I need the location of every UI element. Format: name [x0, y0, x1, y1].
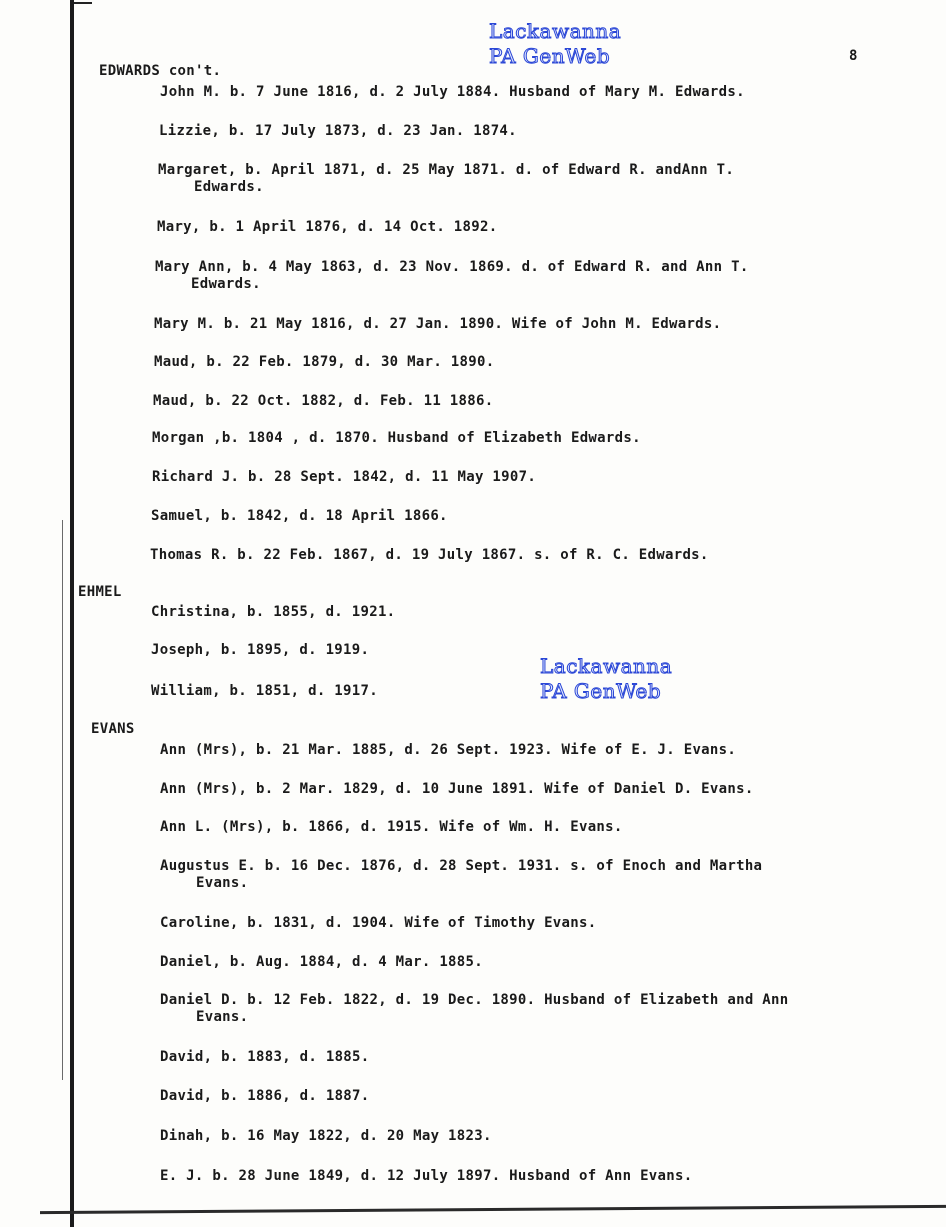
entry-line: Richard J. b. 28 Sept. 1842, d. 11 May 1907. — [152, 469, 537, 485]
list-item — [160, 84, 745, 101]
list-item — [150, 547, 709, 564]
list-item — [158, 162, 734, 196]
section-header-edwards: EDWARDS con't. — [99, 63, 222, 79]
entry-line-cont: Evans. — [196, 1009, 249, 1025]
list-item — [154, 354, 494, 371]
page-number: 8 — [849, 48, 858, 64]
entry-line: Daniel D. b. 12 Feb. 1822, d. 19 Dec. 1890. Husband of Elizabeth and Ann — [160, 992, 789, 1008]
entry-line: Ann (Mrs), b. 21 Mar. 1885, d. 26 Sept. 1923. Wife of E. J. Evans. — [160, 742, 737, 758]
list-item — [160, 954, 483, 971]
entry-line: Ann (Mrs), b. 2 Mar. 1829, d. 10 June 1891. Wife of Daniel D. Evans. — [160, 781, 754, 797]
watermark-line1: Lackawanna — [489, 19, 622, 43]
entry-line: Christina, b. 1855, d. 1921. — [151, 604, 396, 620]
margin-tick — [74, 2, 92, 4]
list-item — [160, 781, 754, 798]
section-header-evans: EVANS — [91, 721, 135, 737]
list-item — [160, 1128, 492, 1145]
list-item — [155, 259, 749, 293]
entry-line: Lizzie, b. 17 July 1873, d. 23 Jan. 1874. — [159, 123, 517, 139]
watermark-line2: PA GenWeb — [489, 44, 611, 68]
entry-line-cont: Edwards. — [191, 276, 261, 292]
watermark-top — [489, 19, 621, 69]
list-item — [160, 1168, 692, 1185]
watermark-line2: PA GenWeb — [540, 679, 662, 703]
entry-line: Morgan ,b. 1804 , d. 1870. Husband of Elizabeth Edwards. — [152, 430, 641, 446]
entry-line: Mary, b. 1 April 1876, d. 14 Oct. 1892. — [157, 219, 498, 235]
entry-line: Augustus E. b. 16 Dec. 1876, d. 28 Sept. 1931. s. of Enoch and Martha — [160, 858, 763, 874]
list-item — [151, 508, 448, 525]
entry-line: Thomas R. b. 22 Feb. 1867, d. 19 July 1867. s. of R. C. Edwards. — [150, 547, 709, 563]
list-item — [152, 469, 536, 486]
entry-line: John M. b. 7 June 1816, d. 2 July 1884. Husband of Mary M. Edwards. — [160, 84, 745, 100]
watermark-middle — [540, 654, 672, 704]
list-item — [157, 219, 497, 236]
list-item — [152, 430, 641, 447]
list-item — [160, 1049, 370, 1066]
list-item — [154, 316, 721, 333]
entry-line: Daniel, b. Aug. 1884, d. 4 Mar. 1885. — [160, 954, 483, 970]
entry-line: Maud, b. 22 Oct. 1882, d. Feb. 11 1886. — [153, 393, 494, 409]
entry-line: Dinah, b. 16 May 1822, d. 20 May 1823. — [160, 1128, 492, 1144]
entry-line: David, b. 1883, d. 1885. — [160, 1049, 370, 1065]
binder-margin-line — [70, 0, 74, 1227]
section-header-ehmel: EHMEL — [78, 584, 122, 600]
watermark-line1: Lackawanna — [540, 654, 673, 678]
entry-line: David, b. 1886, d. 1887. — [160, 1088, 370, 1104]
entry-line: Samuel, b. 1842, d. 18 April 1866. — [151, 508, 448, 524]
entry-line: Caroline, b. 1831, d. 1904. Wife of Timothy Evans. — [160, 915, 597, 931]
entry-line: Mary Ann, b. 4 May 1863, d. 23 Nov. 1869. d. of Edward R. and Ann T. — [155, 259, 749, 275]
entry-line-cont: Evans. — [196, 875, 249, 891]
list-item — [160, 858, 762, 892]
entry-line: Margaret, b. April 1871, d. 25 May 1871. d. of Edward R. andAnn T. — [158, 162, 735, 178]
entry-line: E. J. b. 28 June 1849, d. 12 July 1897. Husband of Ann Evans. — [160, 1168, 693, 1184]
list-item — [159, 123, 517, 140]
entry-line: Joseph, b. 1895, d. 1919. — [151, 642, 370, 658]
entry-line: William, b. 1851, d. 1917. — [151, 683, 378, 699]
entry-line: Maud, b. 22 Feb. 1879, d. 30 Mar. 1890. — [154, 354, 495, 370]
list-item — [160, 992, 788, 1026]
page-bottom-edge — [40, 1205, 946, 1214]
list-item — [160, 819, 623, 836]
entry-line-cont: Edwards. — [194, 179, 264, 195]
list-item — [151, 683, 378, 700]
entry-line: Mary M. b. 21 May 1816, d. 27 Jan. 1890. Wife of John M. Edwards. — [154, 316, 722, 332]
list-item — [160, 1088, 370, 1105]
list-item — [151, 604, 395, 621]
list-item — [153, 393, 493, 410]
list-item — [151, 642, 369, 659]
list-item — [160, 915, 596, 932]
entry-line: Ann L. (Mrs), b. 1866, d. 1915. Wife of Wm. H. Evans. — [160, 819, 623, 835]
binder-margin-line-thin — [62, 520, 63, 1080]
list-item — [160, 742, 736, 759]
